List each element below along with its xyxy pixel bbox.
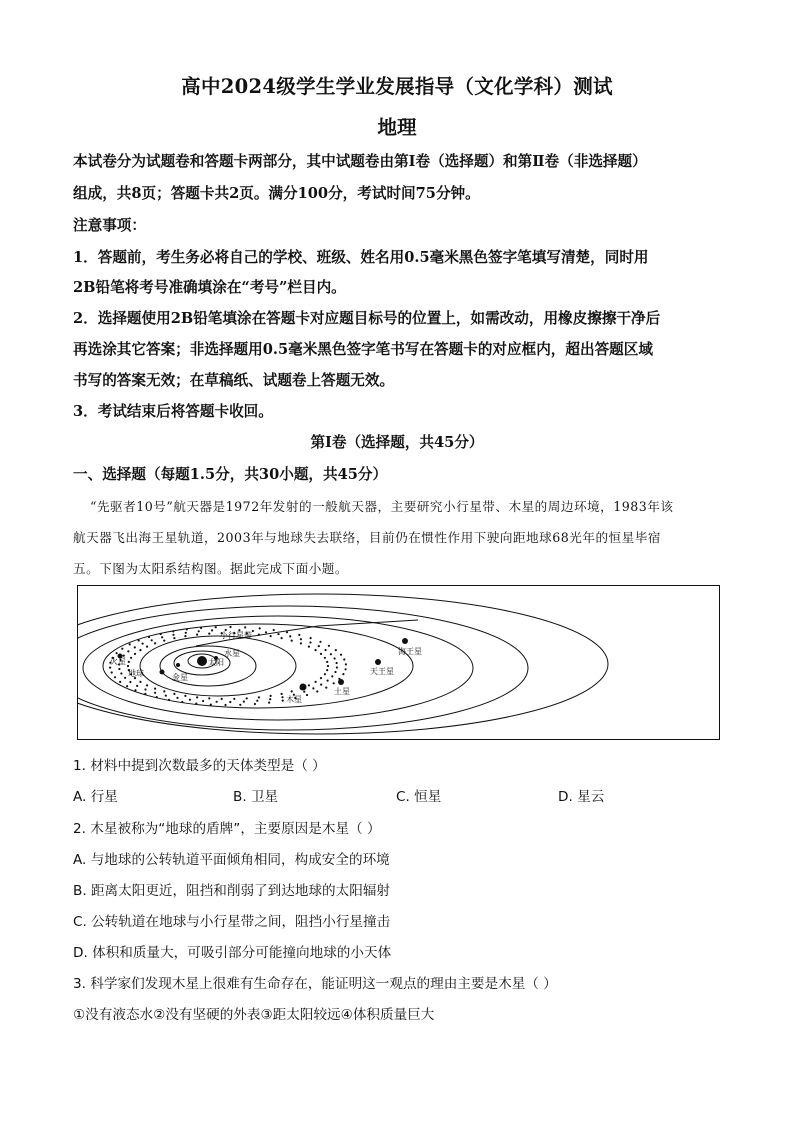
intro-line-2: 组成，共8页；答题卡共2页。满分100分，考试时间75分钟。 bbox=[73, 185, 480, 202]
asteroid-dot bbox=[333, 682, 335, 684]
asteroid-dot bbox=[211, 629, 213, 631]
earth bbox=[160, 670, 165, 675]
asteroid-dot bbox=[316, 690, 318, 692]
asteroid-dot bbox=[239, 704, 241, 706]
asteroid-dot bbox=[320, 653, 322, 655]
asteroid-dot bbox=[173, 637, 175, 639]
asteroid-dot bbox=[148, 636, 150, 638]
asteroid-dot bbox=[345, 668, 347, 670]
asteroid-dot bbox=[308, 684, 310, 686]
orbit-neptune bbox=[78, 594, 608, 734]
asteroid-dot bbox=[221, 698, 223, 700]
saturn-label: 土星 bbox=[334, 687, 350, 696]
asteroid-dot bbox=[184, 635, 186, 637]
mercury-label: 水星 bbox=[224, 649, 240, 658]
asteroid-dot bbox=[273, 629, 275, 631]
asteroid-dot bbox=[256, 700, 258, 702]
asteroid-dot bbox=[134, 653, 136, 655]
asteroid-dot bbox=[315, 681, 317, 683]
asteroid-dot bbox=[340, 654, 342, 656]
asteroid-dot bbox=[184, 695, 186, 697]
part-heading: 一、选择题（每题1.5分，共30小题，共45分） bbox=[73, 466, 388, 483]
asteroid-dot bbox=[335, 649, 337, 651]
asteroid-dot bbox=[300, 642, 302, 644]
q2-option-c: C. 公转轨道在地球与小行星带之间，阻挡小行星撞击 bbox=[73, 914, 391, 930]
asteroid-dot bbox=[325, 687, 327, 689]
earth-label: 地球 bbox=[128, 669, 144, 678]
asteroid-dot bbox=[146, 684, 148, 686]
asteroid-dot bbox=[195, 703, 197, 705]
asteroid-dot bbox=[328, 645, 330, 647]
asteroid-dot bbox=[129, 643, 131, 645]
asteroid-dot bbox=[154, 692, 156, 694]
asteroid-dot bbox=[315, 649, 317, 651]
notice-item-2-line-1: 2．选择题使用2B铅笔填涂在答题卡对应题目标号的位置上，如需改动，用橡皮擦擦干净后 bbox=[73, 310, 661, 327]
asteroid-dot bbox=[124, 677, 126, 679]
asteroid-belt-label: 小行星带 bbox=[220, 631, 252, 640]
asteroid-dot bbox=[270, 635, 272, 637]
asteroid-dot bbox=[343, 658, 345, 660]
asteroid-dot bbox=[136, 685, 138, 687]
orbit-uranus bbox=[78, 606, 528, 730]
asteroid-dot bbox=[173, 693, 175, 695]
asteroid-dot bbox=[154, 688, 156, 690]
asteroid-dot bbox=[330, 653, 332, 655]
asteroid-dot bbox=[265, 631, 267, 633]
asteroid-dot bbox=[308, 646, 310, 648]
notice-item-2-line-2: 再选涂其它答案；非选择题用0.5毫米黑色签字笔书写在答题卡的对应框内，超出答题区域 bbox=[73, 341, 653, 358]
asteroid-dot bbox=[172, 630, 174, 632]
asteroid-dot bbox=[324, 673, 326, 675]
asteroid-dot bbox=[336, 662, 338, 664]
asteroid-dot bbox=[144, 693, 146, 695]
asteroid-dot bbox=[233, 698, 235, 700]
asteroid-dot bbox=[254, 703, 256, 705]
asteroid-dot bbox=[208, 697, 210, 699]
asteroid-dot bbox=[172, 634, 174, 636]
asteroid-dot bbox=[281, 637, 283, 639]
asteroid-dot bbox=[154, 642, 156, 644]
asteroid-dot bbox=[336, 666, 338, 668]
asteroid-dot bbox=[216, 701, 218, 703]
asteroid-dot bbox=[130, 657, 132, 659]
notice-item-1-line-2: 2B铅笔将考号准确填涂在“考号”栏目内。 bbox=[73, 279, 346, 296]
asteroid-dot bbox=[119, 681, 121, 683]
asteroid-dot bbox=[291, 640, 293, 642]
asteroid-dot bbox=[258, 696, 260, 698]
asteroid-dot bbox=[298, 634, 300, 636]
asteroid-dot bbox=[300, 638, 302, 640]
asteroid-dot bbox=[291, 690, 293, 692]
q2-option-a: A. 与地球的公转轨道平面倾角相同，构成安全的环境 bbox=[73, 852, 390, 868]
asteroid-dot bbox=[312, 687, 314, 689]
asteroid-dot bbox=[161, 636, 163, 638]
asteroid-dot bbox=[345, 663, 347, 665]
asteroid-dot bbox=[120, 672, 122, 674]
question-2-stem: 2. 木星被称为“地球的盾牌”，主要原因是木星（ ） bbox=[73, 821, 381, 837]
asteroid-dot bbox=[202, 700, 204, 702]
asteroid-dot bbox=[258, 634, 260, 636]
asteroid-dot bbox=[142, 643, 144, 645]
notice-item-1-line-1: 1．答题前，考生务必将自己的学校、班级、姓名用0.5毫米黑色签字笔填写清楚，同时用 bbox=[73, 249, 649, 266]
question-3-note: ①没有液态水②没有坚硬的外表③距太阳较远④体积质量巨大 bbox=[73, 1007, 435, 1023]
asteroid-dot bbox=[128, 661, 130, 663]
subject-title: 地理 bbox=[377, 116, 417, 139]
asteroid-dot bbox=[306, 694, 308, 696]
q2-option-d: D. 体积和质量大，可吸引部分可能撞向地球的小天体 bbox=[73, 945, 392, 961]
jupiter-label: 木星 bbox=[286, 695, 302, 704]
asteroid-dot bbox=[116, 652, 118, 654]
question-1-stem: 1. 材料中提到次数最多的天体类型是（ ） bbox=[73, 758, 326, 774]
asteroid-dot bbox=[196, 696, 198, 698]
notice-heading: 注意事项： bbox=[73, 217, 146, 234]
asteroid-dot bbox=[163, 690, 165, 692]
neptune bbox=[402, 638, 408, 644]
asteroid-dot bbox=[320, 684, 322, 686]
asteroid-dot bbox=[342, 673, 344, 675]
notice-item-2-line-3: 书写的答案无效；在草稿纸、试题卷上答题无效。 bbox=[73, 372, 395, 389]
asteroid-dot bbox=[186, 628, 188, 630]
question-3-stem: 3. 科学家们发现木星上很难有生命存在，能证明这一观点的理由主要是木星（ ） bbox=[73, 976, 557, 992]
material-line-3: 五。下图为太阳系结构图。据此完成下面小题。 bbox=[73, 561, 348, 576]
asteroid-dot bbox=[282, 700, 284, 702]
uranus-label: 天王星 bbox=[370, 667, 394, 676]
asteroid-dot bbox=[156, 696, 158, 698]
asteroid-dot bbox=[200, 627, 202, 629]
solar-system-svg bbox=[78, 586, 718, 738]
asteroid-dot bbox=[196, 634, 198, 636]
asteroid-dot bbox=[185, 632, 187, 634]
asteroid-dot bbox=[252, 630, 254, 632]
neptune-label: 海王星 bbox=[398, 647, 422, 656]
asteroid-dot bbox=[215, 626, 217, 628]
asteroid-dot bbox=[109, 667, 111, 669]
q1-option-b: B. 卫星 bbox=[233, 789, 279, 805]
asteroid-dot bbox=[139, 681, 141, 683]
asteroid-dot bbox=[139, 649, 141, 651]
asteroid-dot bbox=[320, 677, 322, 679]
asteroid-dot bbox=[243, 701, 245, 703]
asteroid-dot bbox=[334, 657, 336, 659]
asteroid-dot bbox=[129, 681, 131, 683]
uranus bbox=[375, 659, 381, 665]
asteroid-dot bbox=[289, 635, 291, 637]
asteroid-dot bbox=[118, 668, 120, 670]
asteroid-dot bbox=[138, 639, 140, 641]
asteroid-dot bbox=[319, 641, 321, 643]
asteroid-dot bbox=[134, 689, 136, 691]
notice-item-3: 3．考试结束后将答题卡收回。 bbox=[73, 403, 273, 420]
solar-system-diagram bbox=[77, 585, 720, 740]
asteroid-dot bbox=[181, 701, 183, 703]
asteroid-dot bbox=[268, 702, 270, 704]
asteroid-dot bbox=[126, 685, 128, 687]
asteroid-dot bbox=[127, 650, 129, 652]
asteroid-dot bbox=[325, 649, 327, 651]
q1-option-c: C. 恒星 bbox=[396, 789, 442, 805]
intro-line-1: 本试卷分为试题卷和答题卡两部分，其中试题卷由第Ⅰ卷（选择题）和第Ⅱ卷（非选择题） bbox=[73, 153, 647, 170]
asteroid-dot bbox=[331, 675, 333, 677]
asteroid-dot bbox=[259, 627, 261, 629]
asteroid-dot bbox=[327, 680, 329, 682]
asteroid-dot bbox=[310, 637, 312, 639]
asteroid-dot bbox=[229, 701, 231, 703]
asteroid-dot bbox=[165, 695, 167, 697]
q2-option-b: B. 距离太阳更近，阻挡和削弱了到达地球的太阳辐射 bbox=[73, 883, 391, 899]
asteroid-dot bbox=[160, 633, 162, 635]
asteroid-dot bbox=[176, 697, 178, 699]
asteroid-dot bbox=[114, 676, 116, 678]
sun bbox=[197, 656, 207, 666]
asteroid-dot bbox=[229, 626, 231, 628]
q1-option-d: D. 星云 bbox=[558, 789, 605, 805]
asteroid-dot bbox=[286, 631, 288, 633]
venus-label: 金星 bbox=[172, 673, 188, 682]
asteroid-dot bbox=[210, 704, 212, 706]
asteroid-dot bbox=[168, 699, 170, 701]
page-title: 高中2024级学生学业发展指导（文化学科）测试 bbox=[181, 75, 613, 98]
section-heading: 第Ⅰ卷（选择题，共45分） bbox=[310, 434, 484, 451]
asteroid-dot bbox=[281, 696, 283, 698]
asteroid-dot bbox=[151, 639, 153, 641]
asteroid-dot bbox=[327, 665, 329, 667]
saturn bbox=[338, 679, 344, 685]
asteroid-dot bbox=[309, 641, 311, 643]
asteroid-dot bbox=[303, 691, 305, 693]
asteroid-dot bbox=[269, 698, 271, 700]
asteroid-dot bbox=[127, 665, 129, 667]
mars-label: 火星 bbox=[110, 657, 126, 666]
asteroid-dot bbox=[334, 671, 336, 673]
sun-label: 太阳 bbox=[208, 658, 224, 667]
venus bbox=[176, 663, 180, 667]
asteroid-dot bbox=[189, 699, 191, 701]
jupiter bbox=[300, 684, 307, 691]
asteroid-dot bbox=[324, 657, 326, 659]
asteroid-dot bbox=[134, 646, 136, 648]
q1-option-a: A. 行星 bbox=[73, 789, 118, 805]
asteroid-dot bbox=[281, 693, 283, 695]
asteroid-dot bbox=[111, 671, 113, 673]
asteroid-dot bbox=[246, 697, 248, 699]
asteroid-dot bbox=[270, 695, 272, 697]
asteroid-dot bbox=[163, 640, 165, 642]
material-line-2: 航天器飞出海王星轨道，2003年与地球失去联络，目前仍在惯性作用下驶向距地球68光年的恒星毕宿 bbox=[73, 530, 661, 545]
asteroid-dot bbox=[144, 688, 146, 690]
orbit-saturn bbox=[83, 616, 473, 720]
asteroid-dot bbox=[198, 630, 200, 632]
material-line-1: “先驱者10号”航天器是1972年发射的一般航天器，主要研究小行星带、木星的周边环境，1983年该 bbox=[90, 499, 674, 514]
asteroid-dot bbox=[146, 646, 148, 648]
asteroid-dot bbox=[318, 645, 320, 647]
asteroid-dot bbox=[326, 669, 328, 671]
asteroid-dot bbox=[277, 633, 279, 635]
asteroid-dot bbox=[121, 648, 123, 650]
asteroid-dot bbox=[208, 633, 210, 635]
asteroid-dot bbox=[326, 661, 328, 663]
asteroid-dot bbox=[244, 626, 246, 628]
asteroid-dot bbox=[224, 704, 226, 706]
